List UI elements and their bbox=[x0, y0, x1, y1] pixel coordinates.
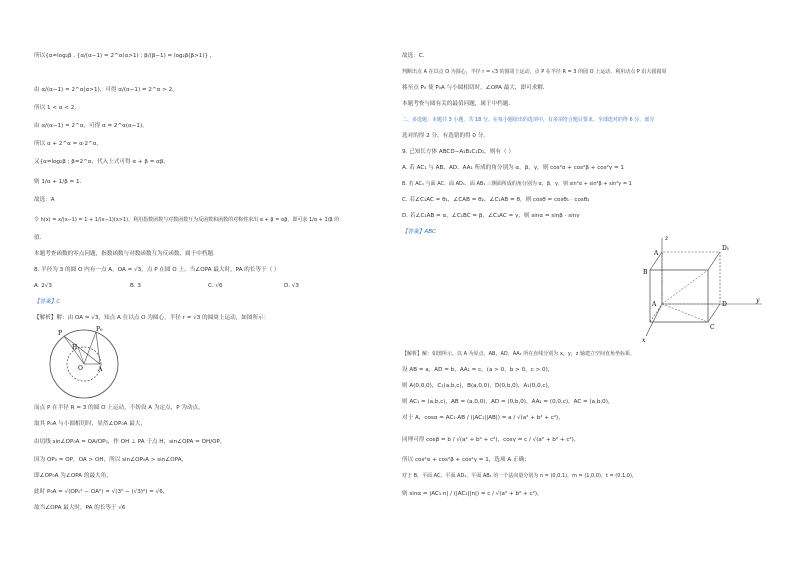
label-a: A bbox=[654, 250, 659, 257]
analysis-line: 对于 B，平面 AC、平面 AD₁、平面 AB₁ 的一个法向量分别为 n = (0,0,1)，m = (1,0,0)，t = (0,1,0)， bbox=[402, 473, 637, 479]
segment-pa bbox=[64, 336, 100, 364]
label-d: D bbox=[722, 301, 727, 308]
text-line: 所以{α=log₂β , {α/(α−1) = 2^α(α>1) ; β/(β−1) = log₂β(β>1)} , bbox=[34, 53, 212, 59]
circle-figure bbox=[34, 322, 154, 404]
text-line: 选对的得 2 分，有选错的得 0 分。 bbox=[402, 133, 489, 139]
analysis-line: 而点 P 在半径 R = 3 的圆 O 上运动，不妨设 A 为定点，P 为动点， bbox=[34, 405, 204, 411]
text-line: 本题考查函数的零点问题，指数函数与对数函数互为反函数，属于中档题． bbox=[34, 251, 219, 257]
axis-x bbox=[646, 304, 662, 336]
diagonal bbox=[662, 304, 708, 322]
analysis-line: 设 AB = a，AD = b，AA₁ = c，(a > 0，b > 0，c > 0)， bbox=[402, 367, 554, 373]
analysis-line: 此时 P₀A = √(OP₀² − OA²) = √(3² − (√3)²) = √6， bbox=[34, 489, 169, 495]
analysis-line: 即∠OP₀A 为∠OPA 的最大角， bbox=[34, 473, 112, 479]
back-face bbox=[662, 252, 720, 304]
answer-label: 【答案】C bbox=[34, 299, 61, 305]
text-line: 故选：A bbox=[34, 197, 55, 203]
option-c: C. √6 bbox=[208, 283, 223, 289]
option-c: C. 若∠C₁AC = θ₁，∠CAB = θ₂，∠C₁AB = θ，则 cosθ = cosθ₁ · cosθ₂ bbox=[402, 197, 590, 203]
analysis-line: 则 sinα = |AC₁·n| / (|AC₁||n|) = c / √(a² + b² + c²)， bbox=[402, 491, 543, 497]
analysis-line: 对于 A，cosα = AC₁·AB / (|AC₁||AB|) = a / √(a² + b² + c²)， bbox=[402, 415, 564, 421]
text-line: 判断出点 A 在以点 O 为圆心，半径 r = √3 的圆周上运动，点 P 在半径 R = 3 的圆 O 上运动，利用动点 P 沿大圆圆周 bbox=[402, 69, 667, 75]
analysis-line: 所以 cos²α + cos²β + cos²γ = 1，选项 A 正确； bbox=[402, 457, 530, 463]
analysis-line: 同理可得 cosβ = b / √(a² + b² + c²)，cosγ = c / √(a² + b² + c²)， bbox=[402, 437, 580, 443]
label-a: A bbox=[98, 366, 103, 373]
analysis-line: 取其 P₀A 与小圆相切时，显然∠OP₀A 最大， bbox=[34, 421, 146, 427]
text-line: 移至点 P₀ 使 P₀A 与小圆相切时，∠OPA 最大，即可求解． bbox=[402, 85, 549, 91]
cuboid-figure bbox=[640, 232, 770, 348]
text-line: 由 α/(α−1) = 2^α，可得 α = 2^α(α−1)， bbox=[34, 123, 148, 129]
option-b: B. 3 bbox=[130, 283, 141, 289]
option-a: A. 2√3 bbox=[34, 283, 52, 289]
edge bbox=[708, 304, 720, 322]
label-y: y bbox=[756, 297, 760, 304]
option-d: D. 若∠C₁AB = α，∠C₁BC = β，∠C₁AC = γ，则 sinα = sinβ · sinγ bbox=[402, 213, 580, 219]
analysis-line: 由切线 sin∠OP₀A = OA/OP₀，作 OH ⊥ PA 于点 H，sin∠OPA = OH/OP， bbox=[34, 439, 226, 445]
label-o: O bbox=[78, 365, 83, 372]
label-z: z bbox=[665, 235, 669, 242]
text-line: 所以 α + 2^α = α·2^α． bbox=[34, 141, 103, 147]
text-line: 又{α=log₂β ; β=2^α，代入上式可得 α + β = αβ， bbox=[34, 159, 170, 165]
analysis-line: 则 A(0,0,0)，C₁(a,b,c)，B(a,0,0)，D(0,b,0)，A₁(0,0,c)， bbox=[402, 383, 554, 389]
label-p: P bbox=[58, 330, 63, 337]
analysis-line: 故当∠OPA 最大时，PA 的长等于 √6 bbox=[34, 505, 126, 511]
segment-p0a bbox=[96, 332, 100, 364]
label-a-origin: A bbox=[652, 301, 657, 308]
analysis-line: 因为 OP₀ = OP，OA > OH，所以 sin∠OP₀A > sin∠OPA， bbox=[34, 457, 188, 463]
text-line: 所以 1 < α < 2． bbox=[34, 105, 80, 111]
text-line: 则 1/α + 1/β = 1． bbox=[34, 179, 86, 185]
text-line: 本题考查与圆有关的最值问题，属于中档题． bbox=[402, 101, 514, 107]
label-c: C bbox=[710, 324, 715, 331]
front-face bbox=[650, 270, 708, 322]
label-h: H bbox=[72, 344, 78, 351]
option-a: A. 若 AC₁ 与 AB、AD、AA₁ 所成的角分别为 α，β，γ，则 cos²α + cos²β + cos²γ = 1 bbox=[402, 165, 624, 171]
option-b: B. 若 AC₁ 与面 AC、面 AD₁、面 AB₁ 三侧面所成的角分别为 α，β，γ，则 sin²α + sin²β + sin²γ = 1 bbox=[402, 181, 632, 187]
analysis-line: 【解析】解：由 OA = √3，知点 A 在以点 O 为圆心，半径 r = √3 的圆周上运动，如图所示： bbox=[34, 315, 270, 321]
text-line: 令 h(x) = x/(x−1) = 1 + 1/(x−1)(x>1)，利用指数函数与对数函数互为反函数和函数的对称性求出 α + β = αβ，即可求 1/α + 1/β 的 bbox=[34, 217, 340, 223]
answer-label: 【答案】ABC bbox=[402, 229, 436, 235]
text-line: 值． bbox=[34, 235, 46, 241]
label-x: x bbox=[642, 337, 646, 344]
label-d1: D₁ bbox=[722, 245, 730, 252]
label-b: B bbox=[643, 269, 648, 276]
diagonal-ac1 bbox=[662, 270, 708, 304]
label-p0: P₀ bbox=[96, 326, 103, 333]
text-line: 由 α/(α−1) = 2^α(α>1)，可得 α/(α−1) = 2^α > 2， bbox=[34, 87, 178, 93]
question-8: 8. 半径为 3 的圆 O 内有一点 A，OA = √3，点 P 在圆 O 上，当∠OPA 最大时，PA 的长等于（ ） bbox=[34, 267, 280, 273]
analysis-line: 则 AC₁ = (a,b,c)，AB = (a,0,0)，AD = (0,b,0)，AA₁ = (0,0,c)，AC = (a,b,0)， bbox=[402, 399, 614, 405]
question-9: 9. 已知长方体 ABCD−A₁B₁C₁D₁，则有（ ） bbox=[402, 149, 514, 155]
analysis-line: 【解析】解：如图所示，以 A 为原点，AB，AD，AA₁ 所在直线分别为 x，y，z 轴建立空间直角坐标系， bbox=[402, 351, 636, 357]
text-line: 故选：C． bbox=[402, 53, 429, 59]
edge bbox=[708, 252, 720, 270]
section-heading: 二、多选题：本题共 3 小题，共 18 分。在每小题给出的选项中，有多项符合题目要求。全部选对的得 6 分，部分 bbox=[402, 117, 655, 123]
option-d: D. √3 bbox=[284, 283, 299, 289]
